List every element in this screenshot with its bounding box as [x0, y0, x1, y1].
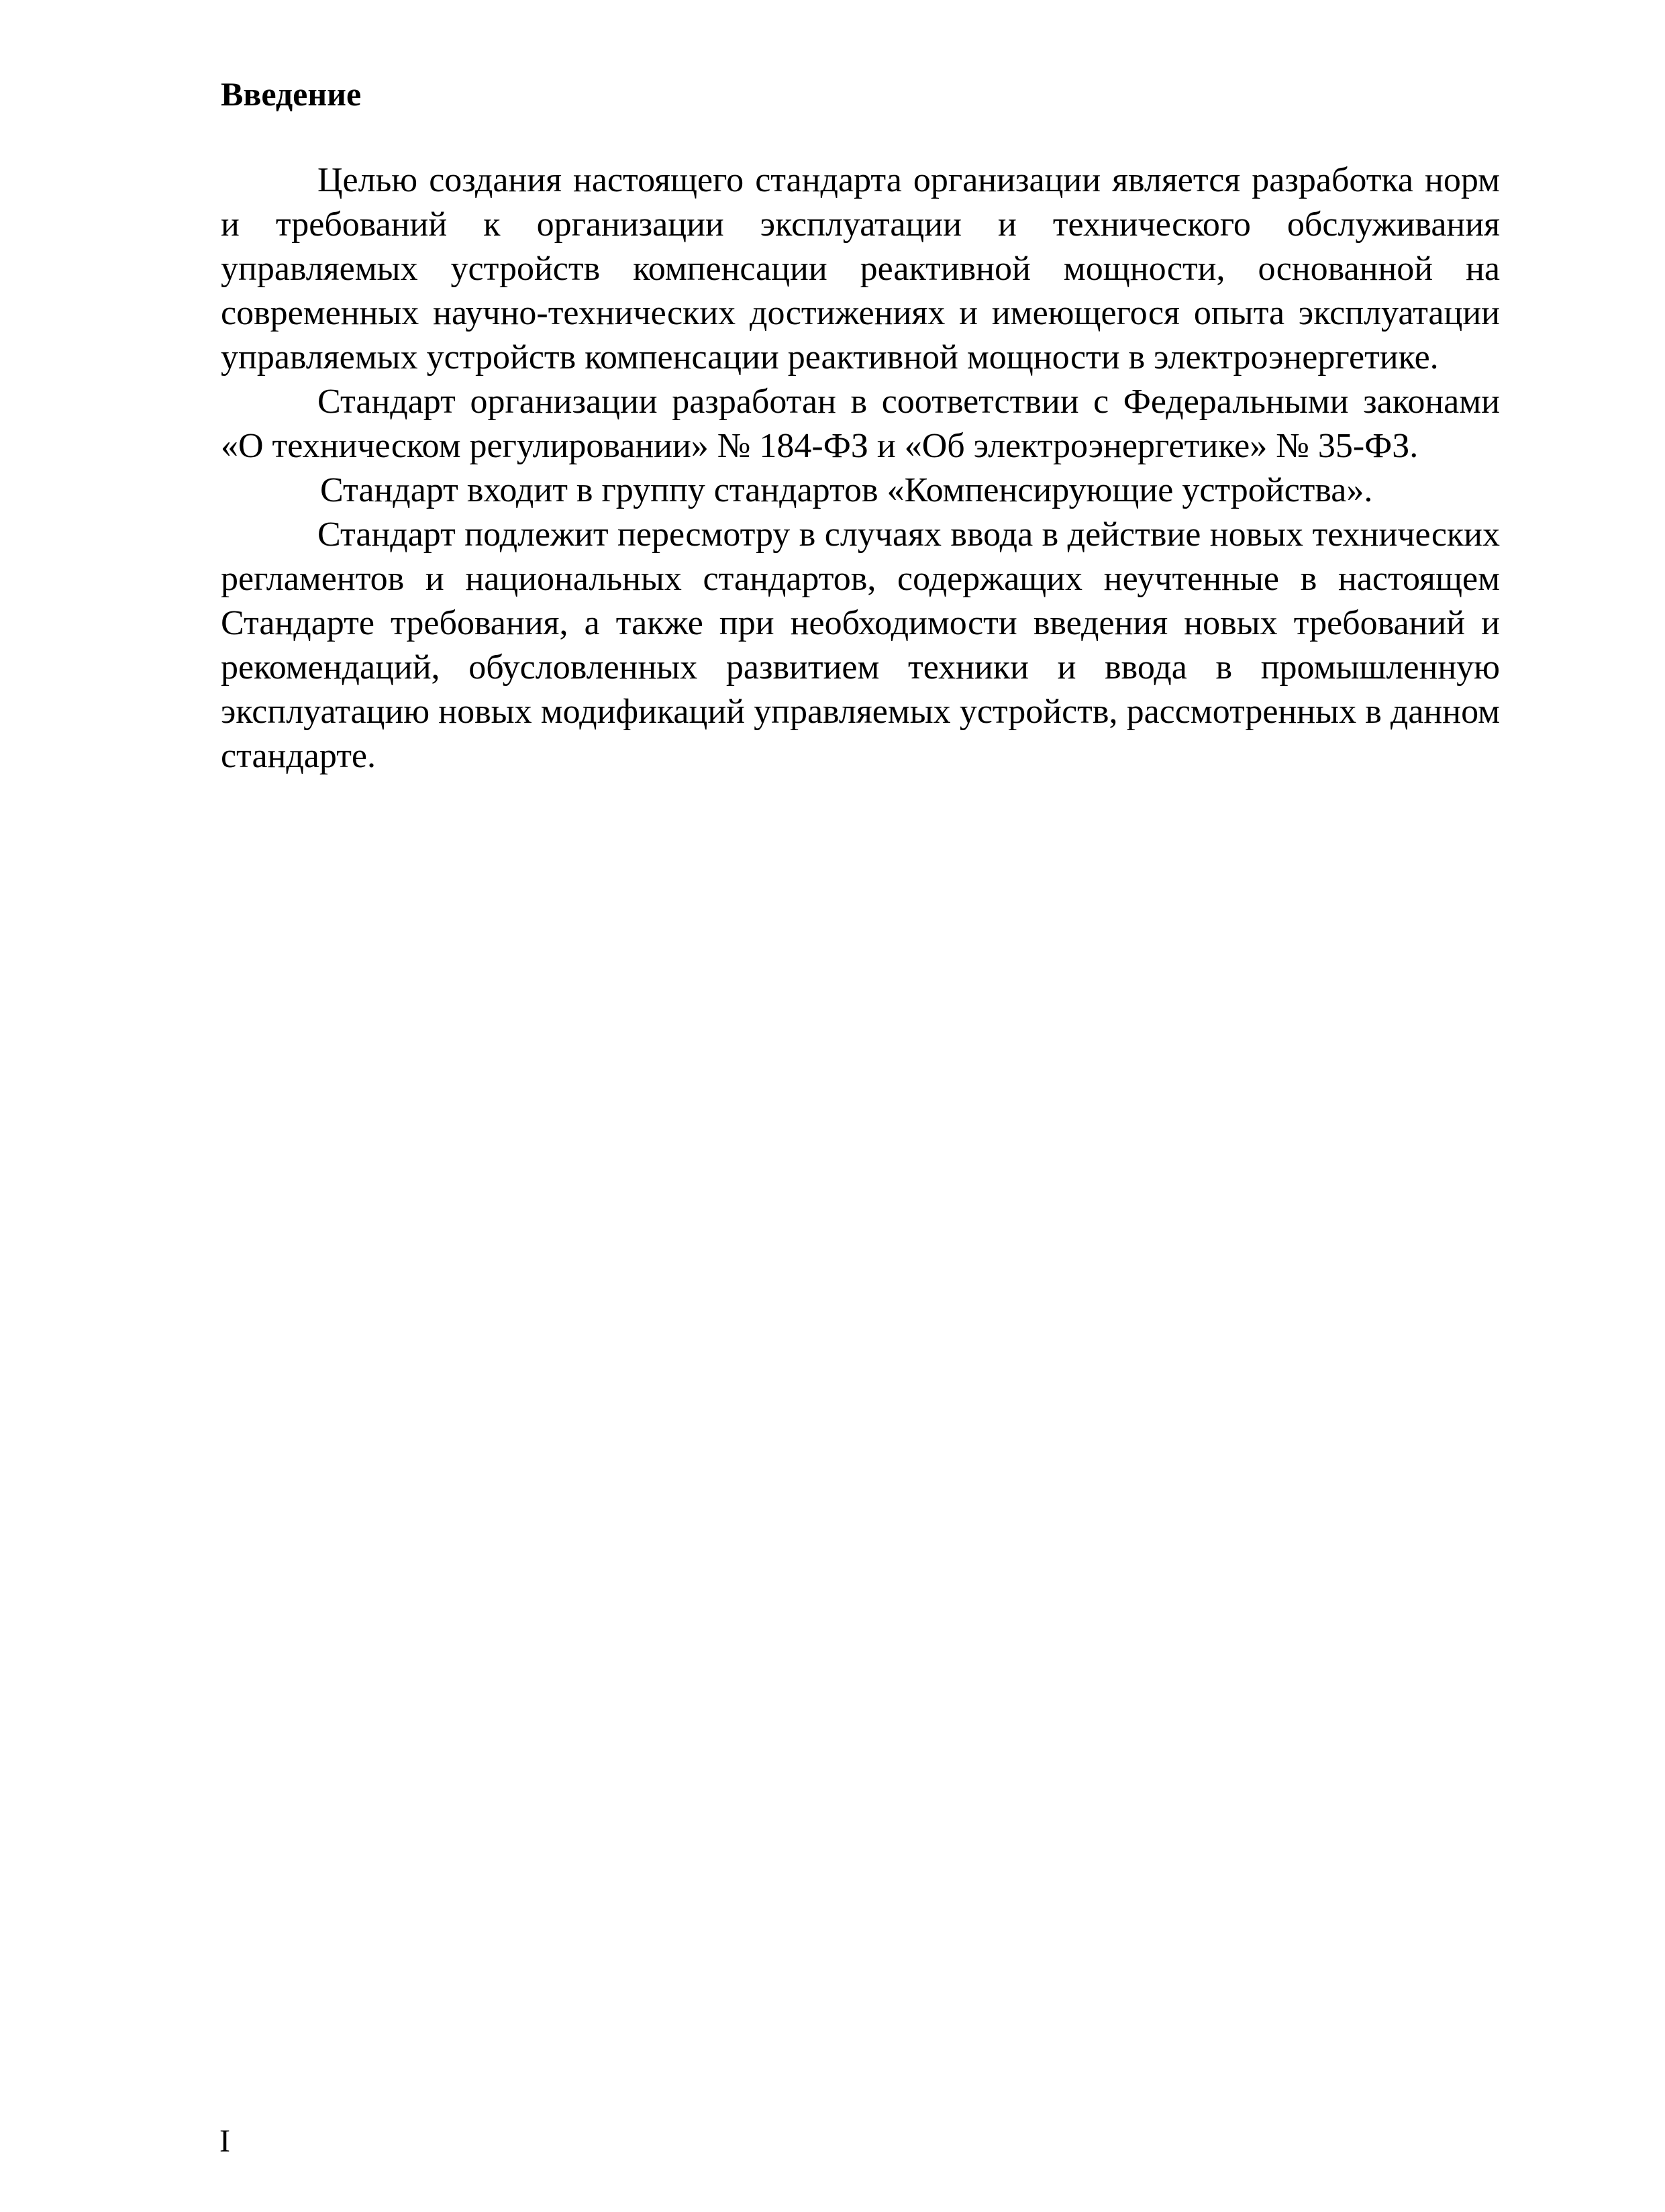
page-number: I: [219, 2123, 230, 2159]
paragraph-revision: Стандарт подлежит пересмотру в случаях ввода в действие новых технических регламентов и национальных стандартов, содержащих неучтенные в настоящем Стандарте требования, а также при необходимости введения новых требований и рекомендаций, обусловленных развитием техники и ввода в промышленную эксплуатацию новых модификаций управляемых устройств, рассмотренных в данном стандарте.: [221, 515, 1500, 775]
paragraph-standard-group: Стандарт входит в группу стандартов «Компенсирующие устройства».: [320, 471, 1373, 509]
paragraph-purpose: Целью создания настоящего стандарта организации является разработка норм и требований к организации эксплуатации и технического обслуживания управляемых устройств компенсации реактивной мощности, основанной на современных научно-технических достижениях и имеющегося опыта эксплуатации управляемых устройств компенсации реактивной мощности в электроэнергетике.: [221, 161, 1500, 376]
page-title: Введение: [221, 75, 362, 113]
document-body: [221, 158, 1500, 778]
paragraph-legal-basis: Стандарт организации разработан в соответствии с Федеральными законами «О техническом регулировании» № 184-ФЗ и «Об электроэнергетике» № 35-ФЗ.: [221, 383, 1500, 465]
